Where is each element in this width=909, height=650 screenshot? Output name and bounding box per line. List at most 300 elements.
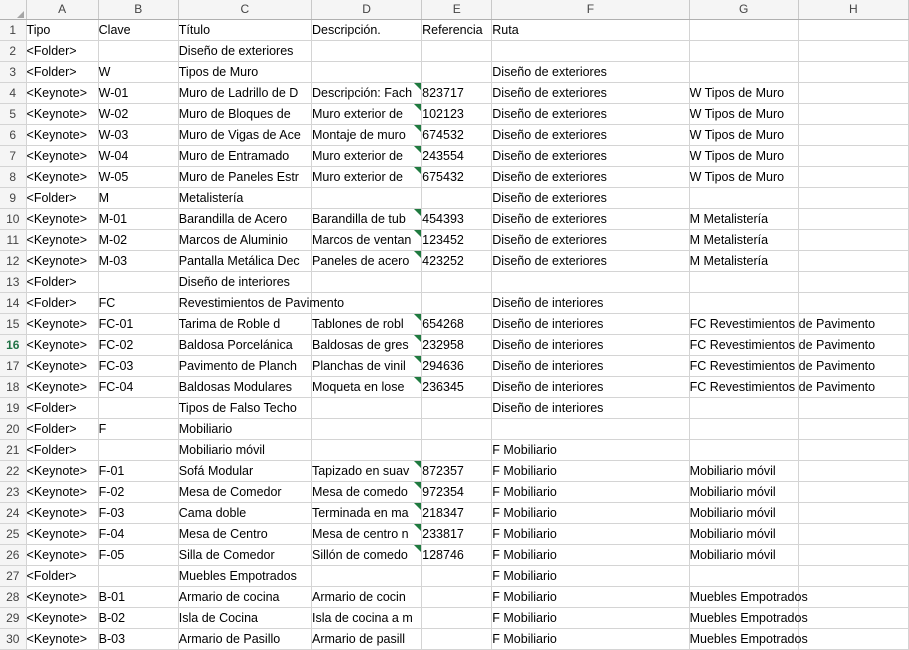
cell-f25[interactable]: F Mobiliario: [492, 524, 689, 545]
table-row[interactable]: [0, 335, 909, 356]
cell-a19[interactable]: <Folder>: [26, 398, 98, 419]
cell-g10[interactable]: M Metalistería: [689, 209, 798, 230]
column-header-d[interactable]: D: [311, 0, 421, 20]
table-row[interactable]: [0, 482, 909, 503]
cell-g14[interactable]: [689, 293, 798, 314]
cell-e17[interactable]: 294636: [422, 356, 492, 377]
table-row[interactable]: [0, 524, 909, 545]
cell-e13[interactable]: [422, 272, 492, 293]
cell-a21[interactable]: <Folder>: [26, 440, 98, 461]
cell-g15[interactable]: FC Revestimientos de Pavimento: [689, 314, 798, 335]
cell-f3[interactable]: Diseño de exteriores: [492, 62, 689, 83]
cell-d16[interactable]: Baldosas de gres: [311, 335, 421, 356]
cell-b12[interactable]: M-03: [98, 251, 178, 272]
cell-a11[interactable]: <Keynote>: [26, 230, 98, 251]
cell-d1[interactable]: Descripción.: [311, 20, 421, 41]
cell-b8[interactable]: W-05: [98, 167, 178, 188]
cell-a9[interactable]: <Folder>: [26, 188, 98, 209]
cell-h27[interactable]: [798, 566, 908, 587]
cell-d9[interactable]: [311, 188, 421, 209]
row-header[interactable]: 9: [0, 188, 26, 209]
cell-d10[interactable]: Barandilla de tub: [311, 209, 421, 230]
column-header-h[interactable]: H: [798, 0, 908, 20]
cell-c1[interactable]: Título: [178, 20, 311, 41]
cell-a4[interactable]: <Keynote>: [26, 83, 98, 104]
cell-e5[interactable]: 102123: [422, 104, 492, 125]
table-row[interactable]: [0, 503, 909, 524]
cell-c25[interactable]: Mesa de Centro: [178, 524, 311, 545]
cell-a26[interactable]: <Keynote>: [26, 545, 98, 566]
cell-g9[interactable]: [689, 188, 798, 209]
cell-c5[interactable]: Muro de Bloques de: [178, 104, 311, 125]
cell-h15[interactable]: [798, 314, 908, 335]
cell-f8[interactable]: Diseño de exteriores: [492, 167, 689, 188]
cell-h28[interactable]: [798, 587, 908, 608]
table-row[interactable]: [0, 62, 909, 83]
cell-g27[interactable]: [689, 566, 798, 587]
cell-f18[interactable]: Diseño de interiores: [492, 377, 689, 398]
table-row[interactable]: [0, 545, 909, 566]
cell-e15[interactable]: 654268: [422, 314, 492, 335]
cell-g30[interactable]: Muebles Empotrados: [689, 629, 798, 650]
cell-e14[interactable]: [422, 293, 492, 314]
cell-h4[interactable]: [798, 83, 908, 104]
cell-h16[interactable]: [798, 335, 908, 356]
table-row[interactable]: [0, 566, 909, 587]
cell-b19[interactable]: [98, 398, 178, 419]
cell-b9[interactable]: M: [98, 188, 178, 209]
cell-c2[interactable]: Diseño de exteriores: [178, 41, 311, 62]
cell-e6[interactable]: 674532: [422, 125, 492, 146]
row-header[interactable]: 10: [0, 209, 26, 230]
table-row[interactable]: [0, 167, 909, 188]
cell-d27[interactable]: [311, 566, 421, 587]
cell-b27[interactable]: [98, 566, 178, 587]
cell-b3[interactable]: W: [98, 62, 178, 83]
cell-d19[interactable]: [311, 398, 421, 419]
cell-h18[interactable]: [798, 377, 908, 398]
cell-f20[interactable]: [492, 419, 689, 440]
cell-d5[interactable]: Muro exterior de: [311, 104, 421, 125]
cell-f9[interactable]: Diseño de exteriores: [492, 188, 689, 209]
row-header[interactable]: 13: [0, 272, 26, 293]
cell-c24[interactable]: Cama doble: [178, 503, 311, 524]
cell-d30[interactable]: Armario de pasill: [311, 629, 421, 650]
cell-f10[interactable]: Diseño de exteriores: [492, 209, 689, 230]
cell-b2[interactable]: [98, 41, 178, 62]
cell-e23[interactable]: 972354: [422, 482, 492, 503]
table-row[interactable]: [0, 440, 909, 461]
cell-h2[interactable]: [798, 41, 908, 62]
table-row[interactable]: [0, 272, 909, 293]
cell-a3[interactable]: <Folder>: [26, 62, 98, 83]
cell-e28[interactable]: [422, 587, 492, 608]
cell-b20[interactable]: F: [98, 419, 178, 440]
table-row[interactable]: [0, 293, 909, 314]
cell-g5[interactable]: W Tipos de Muro: [689, 104, 798, 125]
cell-e20[interactable]: [422, 419, 492, 440]
cell-b5[interactable]: W-02: [98, 104, 178, 125]
cell-a29[interactable]: <Keynote>: [26, 608, 98, 629]
cell-h6[interactable]: [798, 125, 908, 146]
cell-c26[interactable]: Silla de Comedor: [178, 545, 311, 566]
cell-d24[interactable]: Terminada en ma: [311, 503, 421, 524]
table-row[interactable]: [0, 188, 909, 209]
cell-h22[interactable]: [798, 461, 908, 482]
cell-e16[interactable]: 232958: [422, 335, 492, 356]
row-header[interactable]: 7: [0, 146, 26, 167]
cell-d6[interactable]: Montaje de muro: [311, 125, 421, 146]
cell-f28[interactable]: F Mobiliario: [492, 587, 689, 608]
cell-c27[interactable]: Muebles Empotrados: [178, 566, 311, 587]
cell-c9[interactable]: Metalistería: [178, 188, 311, 209]
cell-a17[interactable]: <Keynote>: [26, 356, 98, 377]
cell-c8[interactable]: Muro de Paneles Estr: [178, 167, 311, 188]
cell-f1[interactable]: Ruta: [492, 20, 689, 41]
cell-g22[interactable]: Mobiliario móvil: [689, 461, 798, 482]
row-header[interactable]: 22: [0, 461, 26, 482]
cell-c14[interactable]: Revestimientos de Pavimento: [178, 293, 311, 314]
cell-c12[interactable]: Pantalla Metálica Dec: [178, 251, 311, 272]
row-header[interactable]: 27: [0, 566, 26, 587]
cell-h19[interactable]: [798, 398, 908, 419]
cell-f30[interactable]: F Mobiliario: [492, 629, 689, 650]
cell-h30[interactable]: [798, 629, 908, 650]
cell-a15[interactable]: <Keynote>: [26, 314, 98, 335]
row-header[interactable]: 16: [0, 335, 26, 356]
cell-h5[interactable]: [798, 104, 908, 125]
cell-h13[interactable]: [798, 272, 908, 293]
cell-h21[interactable]: [798, 440, 908, 461]
cell-e24[interactable]: 218347: [422, 503, 492, 524]
cell-g13[interactable]: [689, 272, 798, 293]
cell-d2[interactable]: [311, 41, 421, 62]
cell-c19[interactable]: Tipos de Falso Techo: [178, 398, 311, 419]
row-header[interactable]: 26: [0, 545, 26, 566]
cell-f5[interactable]: Diseño de exteriores: [492, 104, 689, 125]
cell-b18[interactable]: FC-04: [98, 377, 178, 398]
cell-g28[interactable]: Muebles Empotrados: [689, 587, 798, 608]
cell-a5[interactable]: <Keynote>: [26, 104, 98, 125]
cell-f24[interactable]: F Mobiliario: [492, 503, 689, 524]
cell-a20[interactable]: <Folder>: [26, 419, 98, 440]
cell-h23[interactable]: [798, 482, 908, 503]
cell-e26[interactable]: 128746: [422, 545, 492, 566]
cell-f12[interactable]: Diseño de exteriores: [492, 251, 689, 272]
cell-b23[interactable]: F-02: [98, 482, 178, 503]
cell-g25[interactable]: Mobiliario móvil: [689, 524, 798, 545]
table-row[interactable]: [0, 608, 909, 629]
cell-d28[interactable]: Armario de cocin: [311, 587, 421, 608]
cell-f23[interactable]: F Mobiliario: [492, 482, 689, 503]
cell-g18[interactable]: FC Revestimientos de Pavimento: [689, 377, 798, 398]
cell-d4[interactable]: Descripción: Fach: [311, 83, 421, 104]
cell-f26[interactable]: F Mobiliario: [492, 545, 689, 566]
cell-b22[interactable]: F-01: [98, 461, 178, 482]
cell-g8[interactable]: W Tipos de Muro: [689, 167, 798, 188]
row-header[interactable]: 2: [0, 41, 26, 62]
cell-e19[interactable]: [422, 398, 492, 419]
cell-d17[interactable]: Planchas de vinil: [311, 356, 421, 377]
cell-d12[interactable]: Paneles de acero: [311, 251, 421, 272]
cell-e3[interactable]: [422, 62, 492, 83]
cell-c21[interactable]: Mobiliario móvil: [178, 440, 311, 461]
cell-e29[interactable]: [422, 608, 492, 629]
cell-h10[interactable]: [798, 209, 908, 230]
cell-b4[interactable]: W-01: [98, 83, 178, 104]
cell-c20[interactable]: Mobiliario: [178, 419, 311, 440]
cell-e11[interactable]: 123452: [422, 230, 492, 251]
row-header[interactable]: 6: [0, 125, 26, 146]
cell-e9[interactable]: [422, 188, 492, 209]
row-header[interactable]: 4: [0, 83, 26, 104]
row-header[interactable]: 20: [0, 419, 26, 440]
table-row[interactable]: [0, 419, 909, 440]
cell-a1[interactable]: Tipo: [26, 20, 98, 41]
row-header[interactable]: 19: [0, 398, 26, 419]
cell-b16[interactable]: FC-02: [98, 335, 178, 356]
cell-b11[interactable]: M-02: [98, 230, 178, 251]
column-header-a[interactable]: A: [26, 0, 98, 20]
cell-c23[interactable]: Mesa de Comedor: [178, 482, 311, 503]
cell-d15[interactable]: Tablones de robl: [311, 314, 421, 335]
table-row[interactable]: [0, 125, 909, 146]
cell-b21[interactable]: [98, 440, 178, 461]
cell-h3[interactable]: [798, 62, 908, 83]
cell-a12[interactable]: <Keynote>: [26, 251, 98, 272]
row-header[interactable]: 21: [0, 440, 26, 461]
table-row[interactable]: [0, 20, 909, 41]
cell-c22[interactable]: Sofá Modular: [178, 461, 311, 482]
cell-d8[interactable]: Muro exterior de: [311, 167, 421, 188]
cell-c4[interactable]: Muro de Ladrillo de D: [178, 83, 311, 104]
cell-b10[interactable]: M-01: [98, 209, 178, 230]
cell-d13[interactable]: [311, 272, 421, 293]
row-header[interactable]: 5: [0, 104, 26, 125]
cell-d29[interactable]: Isla de cocina a m: [311, 608, 421, 629]
cell-e7[interactable]: 243554: [422, 146, 492, 167]
row-header[interactable]: 12: [0, 251, 26, 272]
row-header[interactable]: 29: [0, 608, 26, 629]
cell-c7[interactable]: Muro de Entramado: [178, 146, 311, 167]
row-header[interactable]: 14: [0, 293, 26, 314]
row-header[interactable]: 25: [0, 524, 26, 545]
table-row[interactable]: [0, 104, 909, 125]
table-row[interactable]: [0, 314, 909, 335]
table-row[interactable]: [0, 83, 909, 104]
table-row[interactable]: [0, 251, 909, 272]
cell-h14[interactable]: [798, 293, 908, 314]
row-header[interactable]: 18: [0, 377, 26, 398]
cell-d18[interactable]: Moqueta en lose: [311, 377, 421, 398]
cell-e21[interactable]: [422, 440, 492, 461]
cell-e30[interactable]: [422, 629, 492, 650]
cell-h7[interactable]: [798, 146, 908, 167]
cell-e12[interactable]: 423252: [422, 251, 492, 272]
cell-c13[interactable]: Diseño de interiores: [178, 272, 311, 293]
cell-e18[interactable]: 236345: [422, 377, 492, 398]
cell-d26[interactable]: Sillón de comedo: [311, 545, 421, 566]
cell-d21[interactable]: [311, 440, 421, 461]
row-header[interactable]: 28: [0, 587, 26, 608]
row-header[interactable]: 23: [0, 482, 26, 503]
table-row[interactable]: [0, 587, 909, 608]
cell-c11[interactable]: Marcos de Aluminio: [178, 230, 311, 251]
cell-c10[interactable]: Barandilla de Acero: [178, 209, 311, 230]
cell-f21[interactable]: F Mobiliario: [492, 440, 689, 461]
cell-h26[interactable]: [798, 545, 908, 566]
cell-b17[interactable]: FC-03: [98, 356, 178, 377]
cell-b29[interactable]: B-02: [98, 608, 178, 629]
table-row[interactable]: [0, 356, 909, 377]
table-row[interactable]: [0, 461, 909, 482]
cell-g3[interactable]: [689, 62, 798, 83]
cell-a28[interactable]: <Keynote>: [26, 587, 98, 608]
cell-e22[interactable]: 872357: [422, 461, 492, 482]
cell-g17[interactable]: FC Revestimientos de Pavimento: [689, 356, 798, 377]
row-header[interactable]: 11: [0, 230, 26, 251]
cell-a23[interactable]: <Keynote>: [26, 482, 98, 503]
cell-d7[interactable]: Muro exterior de: [311, 146, 421, 167]
cell-b25[interactable]: F-04: [98, 524, 178, 545]
cell-e27[interactable]: [422, 566, 492, 587]
cell-h12[interactable]: [798, 251, 908, 272]
row-header[interactable]: 15: [0, 314, 26, 335]
table-row[interactable]: [0, 230, 909, 251]
cell-a6[interactable]: <Keynote>: [26, 125, 98, 146]
cell-a25[interactable]: <Keynote>: [26, 524, 98, 545]
cell-d14[interactable]: [311, 293, 421, 314]
cell-d23[interactable]: Mesa de comedo: [311, 482, 421, 503]
cell-d11[interactable]: Marcos de ventan: [311, 230, 421, 251]
cell-a22[interactable]: <Keynote>: [26, 461, 98, 482]
table-row[interactable]: [0, 209, 909, 230]
cell-h9[interactable]: [798, 188, 908, 209]
cell-d25[interactable]: Mesa de centro n: [311, 524, 421, 545]
cell-f6[interactable]: Diseño de exteriores: [492, 125, 689, 146]
cell-b7[interactable]: W-04: [98, 146, 178, 167]
cell-g2[interactable]: [689, 41, 798, 62]
cell-h8[interactable]: [798, 167, 908, 188]
cell-c30[interactable]: Armario de Pasillo: [178, 629, 311, 650]
cell-g24[interactable]: Mobiliario móvil: [689, 503, 798, 524]
cell-d20[interactable]: [311, 419, 421, 440]
cell-a18[interactable]: <Keynote>: [26, 377, 98, 398]
cell-b14[interactable]: FC: [98, 293, 178, 314]
cell-f27[interactable]: F Mobiliario: [492, 566, 689, 587]
row-header[interactable]: 3: [0, 62, 26, 83]
cell-b28[interactable]: B-01: [98, 587, 178, 608]
cell-h20[interactable]: [798, 419, 908, 440]
cell-h24[interactable]: [798, 503, 908, 524]
cell-g20[interactable]: [689, 419, 798, 440]
cell-f22[interactable]: F Mobiliario: [492, 461, 689, 482]
row-header[interactable]: 8: [0, 167, 26, 188]
cell-e4[interactable]: 823717: [422, 83, 492, 104]
cell-b15[interactable]: FC-01: [98, 314, 178, 335]
cell-h17[interactable]: [798, 356, 908, 377]
cell-g26[interactable]: Mobiliario móvil: [689, 545, 798, 566]
table-row[interactable]: [0, 146, 909, 167]
cell-g6[interactable]: W Tipos de Muro: [689, 125, 798, 146]
cell-c17[interactable]: Pavimento de Planch: [178, 356, 311, 377]
cell-a13[interactable]: <Folder>: [26, 272, 98, 293]
cell-c6[interactable]: Muro de Vigas de Ace: [178, 125, 311, 146]
cell-e2[interactable]: [422, 41, 492, 62]
cell-c28[interactable]: Armario de cocina: [178, 587, 311, 608]
column-header-b[interactable]: B: [98, 0, 178, 20]
cell-c16[interactable]: Baldosa Porcelánica: [178, 335, 311, 356]
cell-g11[interactable]: M Metalistería: [689, 230, 798, 251]
table-row[interactable]: [0, 377, 909, 398]
cell-g19[interactable]: [689, 398, 798, 419]
cell-a8[interactable]: <Keynote>: [26, 167, 98, 188]
row-header[interactable]: 1: [0, 20, 26, 41]
cell-c29[interactable]: Isla de Cocina: [178, 608, 311, 629]
cell-g23[interactable]: Mobiliario móvil: [689, 482, 798, 503]
cell-b6[interactable]: W-03: [98, 125, 178, 146]
cell-b24[interactable]: F-03: [98, 503, 178, 524]
cell-g7[interactable]: W Tipos de Muro: [689, 146, 798, 167]
row-header[interactable]: 17: [0, 356, 26, 377]
cell-f16[interactable]: Diseño de interiores: [492, 335, 689, 356]
cell-e1[interactable]: Referencia: [422, 20, 492, 41]
cell-f11[interactable]: Diseño de exteriores: [492, 230, 689, 251]
cell-g1[interactable]: [689, 20, 798, 41]
cell-f14[interactable]: Diseño de interiores: [492, 293, 689, 314]
cell-e8[interactable]: 675432: [422, 167, 492, 188]
cell-g16[interactable]: FC Revestimientos de Pavimento: [689, 335, 798, 356]
cell-b13[interactable]: [98, 272, 178, 293]
cell-a16[interactable]: <Keynote>: [26, 335, 98, 356]
column-header-g[interactable]: G: [689, 0, 798, 20]
table-row[interactable]: [0, 41, 909, 62]
cell-a24[interactable]: <Keynote>: [26, 503, 98, 524]
column-header-f[interactable]: F: [492, 0, 689, 20]
cell-f2[interactable]: [492, 41, 689, 62]
cell-a2[interactable]: <Folder>: [26, 41, 98, 62]
table-row[interactable]: [0, 629, 909, 650]
column-header-c[interactable]: C: [178, 0, 311, 20]
cell-f7[interactable]: Diseño de exteriores: [492, 146, 689, 167]
cell-g29[interactable]: Muebles Empotrados: [689, 608, 798, 629]
cell-f15[interactable]: Diseño de interiores: [492, 314, 689, 335]
cell-f17[interactable]: Diseño de interiores: [492, 356, 689, 377]
table-row[interactable]: [0, 398, 909, 419]
cell-g12[interactable]: M Metalistería: [689, 251, 798, 272]
cell-h25[interactable]: [798, 524, 908, 545]
cell-a27[interactable]: <Folder>: [26, 566, 98, 587]
row-header[interactable]: 30: [0, 629, 26, 650]
cell-a14[interactable]: <Folder>: [26, 293, 98, 314]
cell-d22[interactable]: Tapizado en suav: [311, 461, 421, 482]
cell-c3[interactable]: Tipos de Muro: [178, 62, 311, 83]
cell-f13[interactable]: [492, 272, 689, 293]
cell-f4[interactable]: Diseño de exteriores: [492, 83, 689, 104]
cell-a30[interactable]: <Keynote>: [26, 629, 98, 650]
cell-b26[interactable]: F-05: [98, 545, 178, 566]
cell-c18[interactable]: Baldosas Modulares: [178, 377, 311, 398]
row-header[interactable]: 24: [0, 503, 26, 524]
cell-a10[interactable]: <Keynote>: [26, 209, 98, 230]
cell-h11[interactable]: [798, 230, 908, 251]
cell-d3[interactable]: [311, 62, 421, 83]
cell-g4[interactable]: W Tipos de Muro: [689, 83, 798, 104]
cell-b30[interactable]: B-03: [98, 629, 178, 650]
column-header-e[interactable]: E: [422, 0, 492, 20]
cell-b1[interactable]: Clave: [98, 20, 178, 41]
cell-e10[interactable]: 454393: [422, 209, 492, 230]
